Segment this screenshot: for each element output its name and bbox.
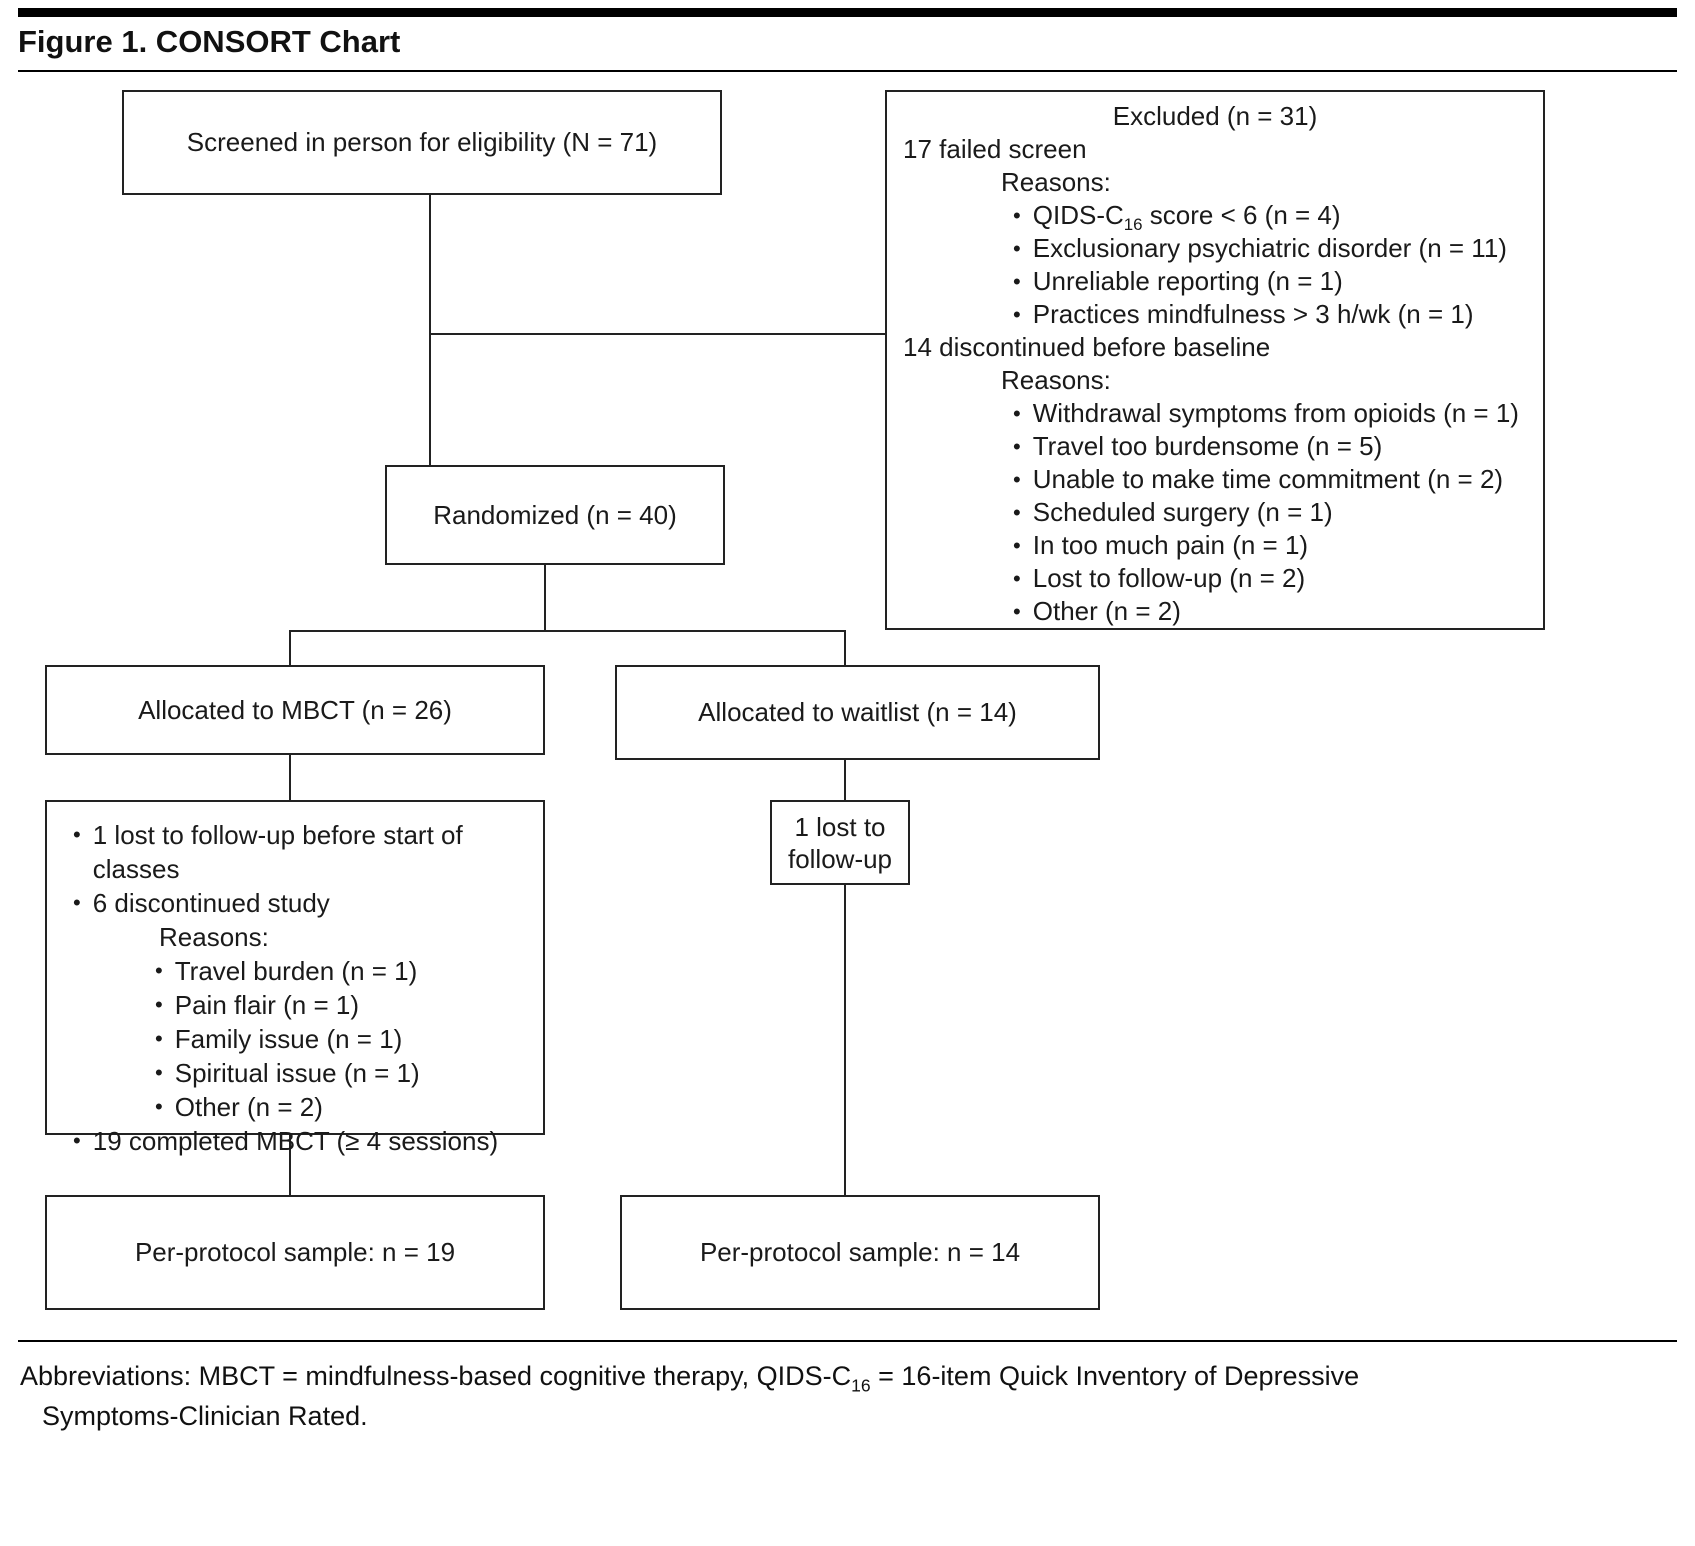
box-randomized	[385, 465, 725, 565]
excluded-discontinued-reason: • In too much pain (n = 1)	[1013, 529, 1529, 562]
mbct-completed: • 19 completed MBCT (≥ 4 sessions)	[73, 1124, 531, 1158]
excluded-reason-qids	[1013, 199, 1529, 235]
mbct-detail-item: • 6 discontinued study	[73, 886, 531, 920]
box-mbct-detail	[45, 800, 545, 1156]
box-allocated-mbct	[45, 665, 545, 755]
box-per-protocol-waitlist	[620, 1195, 1100, 1310]
connector-split-right	[844, 630, 846, 665]
excluded-title: Excluded (n = 31)	[1112, 101, 1318, 131]
mbct-reason: • Family issue (n = 1)	[155, 1022, 531, 1056]
excluded-discontinued-reason: • Scheduled surgery (n = 1)	[1013, 496, 1529, 529]
box-allocated-waitlist	[615, 665, 1100, 760]
excluded-discontinued-reason: • Withdrawal symptoms from opioids (n = 1)	[1013, 397, 1529, 430]
connector-split-left	[289, 630, 291, 665]
mbct-detail-item: • 1 lost to follow-up before start of classes	[73, 818, 531, 886]
mbct-reason: • Other (n = 2)	[155, 1090, 531, 1124]
mbct-reason: • Spiritual issue (n = 1)	[155, 1056, 531, 1090]
excluded-failed-screen-label: 17 failed screen	[903, 134, 1087, 164]
mbct-reason: • Pain flair (n = 1)	[155, 988, 531, 1022]
mbct-reasons-label: Reasons:	[159, 922, 269, 952]
box-waitlist-lost	[770, 800, 910, 885]
excluded-discontinued-label: 14 discontinued before baseline	[903, 332, 1271, 362]
allocated-waitlist-label: Allocated to waitlist (n = 14)	[698, 697, 1017, 727]
per-protocol-mbct-label: Per-protocol sample: n = 19	[134, 1237, 456, 1267]
connector-randomized-split	[544, 565, 546, 631]
figure-title: Figure 1. CONSORT Chart	[18, 24, 401, 59]
connector-mbct-detail	[289, 755, 291, 800]
connector-screened-randomized	[429, 195, 431, 465]
connector-split-horizontal	[289, 630, 846, 632]
excluded-discontinued-reason: • Travel too burdensome (n = 5)	[1013, 430, 1529, 463]
connector-to-excluded	[429, 333, 885, 335]
excluded-reasons-label-1: Reasons:	[1001, 167, 1111, 197]
top-rule-thick	[18, 8, 1677, 17]
allocated-mbct-label: Allocated to MBCT (n = 26)	[138, 694, 452, 725]
excluded-failed-reason: • Practices mindfulness > 3 h/wk (n = 1)	[1013, 298, 1529, 331]
excluded-discontinued-reason: • Lost to follow-up (n = 2)	[1013, 562, 1529, 595]
excluded-reasons-label-2: Reasons:	[1001, 365, 1111, 395]
excluded-discontinued-reason: • Other (n = 2)	[1013, 595, 1529, 628]
mbct-reason: • Travel burden (n = 1)	[155, 954, 531, 988]
excluded-failed-reason: • Exclusionary psychiatric disorder (n = 11)	[1013, 232, 1529, 265]
excluded-failed-reason: • Unreliable reporting (n = 1)	[1013, 265, 1529, 298]
per-protocol-waitlist-label: Per-protocol sample: n = 14	[699, 1237, 1021, 1267]
abbreviations-footnote: Abbreviations: MBCT = mindfulness-based cognitive therapy, QIDS-$C_{16}$ = 16-item Quick Inventory of Depressive Symptoms-Clinician Rated.	[20, 1361, 1360, 1431]
bottom-rule	[18, 1340, 1677, 1342]
excluded-reason-qids-text: • QIDS-$C_{16}$ score < 6 (n = 4)	[1032, 200, 1341, 235]
excluded-discontinued-reason: • Unable to make time commitment (n = 2)	[1013, 463, 1529, 496]
randomized-label: Randomized (n = 40)	[433, 499, 677, 530]
waitlist-lost-label: 1 lost to follow-up	[787, 811, 893, 874]
connector-waitlist-lost	[844, 760, 846, 800]
box-per-protocol-mbct	[45, 1195, 545, 1310]
box-excluded	[885, 90, 1545, 630]
box-screened	[122, 90, 722, 195]
screened-label: Screened in person for eligibility (N = 71)	[186, 127, 658, 157]
title-rule	[18, 70, 1677, 72]
connector-lost-perprotocol-right	[844, 885, 846, 1195]
